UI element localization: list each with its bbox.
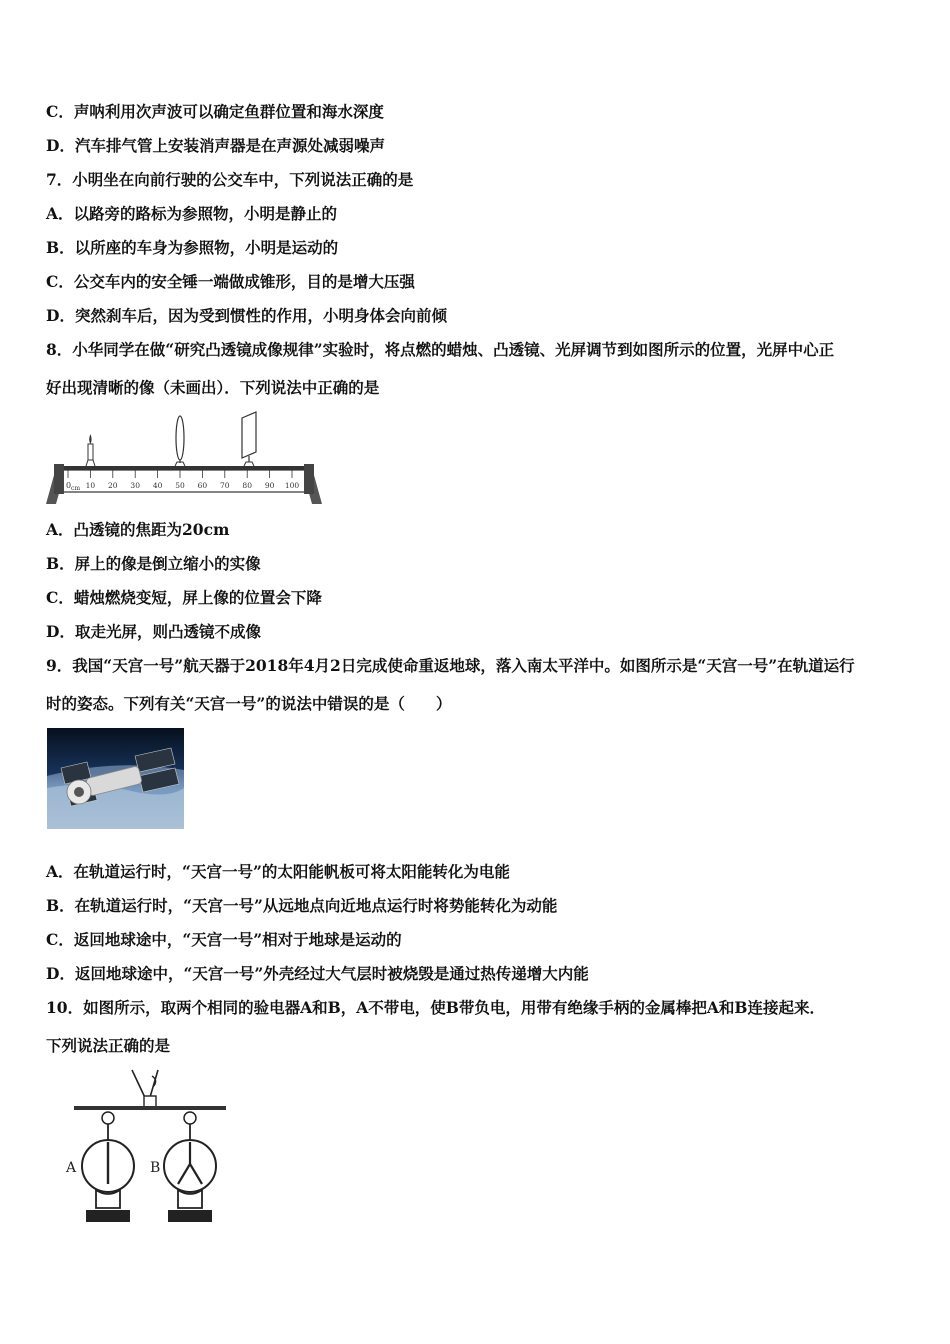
bench-tick-label: 80	[242, 481, 252, 490]
bench-tick-label: 60	[197, 481, 208, 490]
label-b: B	[150, 1160, 161, 1176]
question-7-stem: 7．小明坐在向前行驶的公交车中，下列说法正确的是	[46, 170, 414, 189]
option-7b: B．以所座的车身为参照物，小明是运动的	[46, 238, 339, 257]
optical-bench-figure	[44, 408, 324, 508]
electroscope-a	[82, 1112, 134, 1222]
option-7c: C．公交车内的安全锤一端做成锥形，目的是增大压强	[46, 272, 415, 291]
option-7a: A．以路旁的路标为参照物，小明是静止的	[46, 204, 338, 223]
option-9c: C．返回地球途中，“天宫一号”相对于地球是运动的	[46, 930, 402, 949]
question-10-stem-line1: 10．如图所示，取两个相同的验电器A和B，A不带电，使B带负电，用带有绝缘手柄的金属棒把A和B连接起来．	[46, 998, 825, 1017]
option-6c: C．声呐利用次声波可以确定鱼群位置和海水深度	[46, 102, 384, 121]
bench-tick-label: 30	[130, 481, 140, 490]
question-9-stem-line2: 时的姿态。下列有关“天宫一号”的说法中错误的是（ ）	[46, 694, 452, 713]
option-9d: D．返回地球途中，“天宫一号”外壳经过大气层时被烧毁是通过热传递增大内能	[46, 964, 589, 983]
candle-icon	[86, 434, 95, 466]
light-screen-icon	[242, 412, 256, 466]
option-8a: A．凸透镜的焦距为20cm	[46, 520, 230, 539]
question-8-stem-line2: 好出现清晰的像（未画出）．下列说法中正确的是	[46, 378, 380, 397]
option-6d: D．汽车排气管上安装消声器是在声源处减弱噪声	[46, 136, 385, 155]
tiangong-photo	[47, 728, 184, 829]
option-9b: B．在轨道运行时，“天宫一号”从远地点向近地点运行时将势能转化为动能	[46, 896, 558, 915]
bench-unit-label: cm	[71, 485, 81, 492]
bench-tick-label: 50	[175, 481, 185, 490]
bench-tick-label: 70	[220, 481, 230, 490]
question-10-stem-line2: 下列说法正确的是	[46, 1036, 171, 1055]
option-7d: D．突然刹车后，因为受到惯性的作用，小明身体会向前倾	[46, 306, 447, 325]
convex-lens-icon	[175, 416, 185, 466]
option-9a: A．在轨道运行时，“天宫一号”的太阳能帆板可将太阳能转化为电能	[46, 862, 510, 881]
bench-tick-label: 20	[108, 481, 118, 490]
electroscope-figure	[62, 1066, 234, 1230]
bench-tick-label: 10	[85, 481, 96, 490]
option-8c: C．蜡烛燃烧变短，屏上像的位置会下降	[46, 588, 322, 607]
question-9-stem-line1: 9．我国“天宫一号”航天器于2018年4月2日完成使命重返地球，落入南太平洋中。如图所示是“天宫一号”在轨道运行	[46, 656, 855, 675]
option-8d: D．取走光屏，则凸透镜不成像	[46, 622, 261, 641]
bench-tick-label: 100	[284, 481, 300, 490]
bench-tick-label: 90	[264, 481, 275, 490]
label-a: A	[66, 1160, 77, 1176]
electroscope-b	[164, 1112, 216, 1222]
bench-zero-label: 0	[66, 481, 72, 490]
insulated-handle-icon	[132, 1070, 158, 1108]
bench-tick-label: 40	[152, 481, 163, 490]
option-8b: B．屏上的像是倒立缩小的实像	[46, 554, 261, 573]
question-8-stem-line1: 8．小华同学在做“研究凸透镜成像规律”实验时，将点燃的蜡烛、凸透镜、光屏调节到如图所示的位置，光屏中心正	[46, 340, 835, 359]
metal-rod	[74, 1106, 226, 1110]
